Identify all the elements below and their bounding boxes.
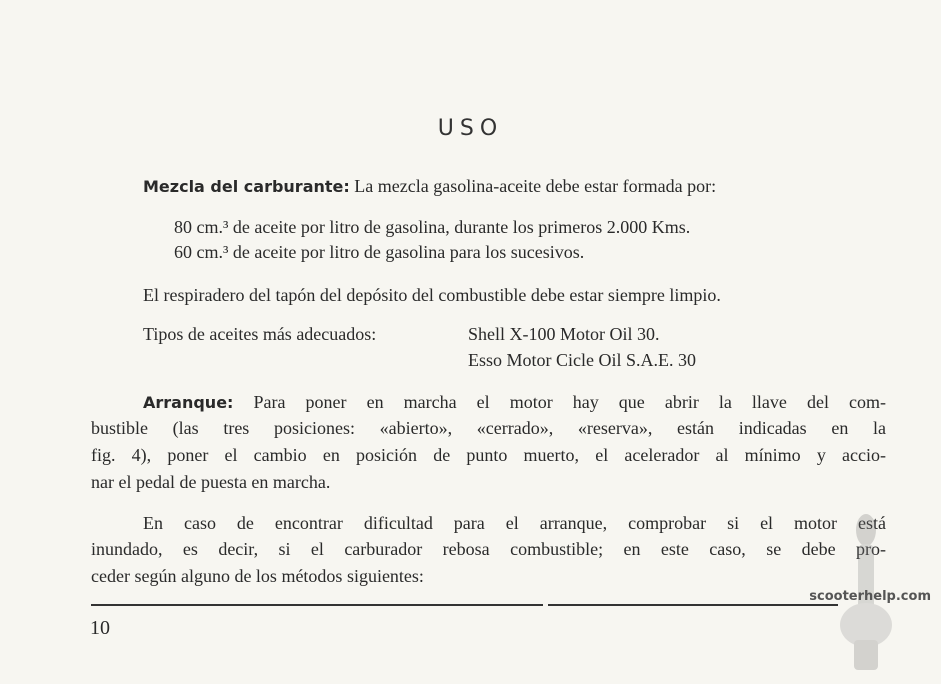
page-title: USO — [437, 116, 504, 141]
arranque-line-2: bustible (las tres posiciones: «abierto», «cerrado», «reserva», están indicadas en la — [91, 418, 886, 438]
watermark-text: scooterhelp.com — [809, 589, 931, 604]
arranque-line-3: fig. 4), poner el cambio en posición de punto muerto, el acelerador al mínimo y accio- — [91, 445, 886, 465]
mezcla-heading: Mezcla del carburante: — [143, 177, 350, 196]
mezcla-line-1: 80 cm.³ de aceite por litro de gasolina, durante los primeros 2.000 Kms. — [174, 217, 691, 237]
aceites-label: Tipos de aceites más adecuados: — [143, 324, 377, 344]
dificultad-line-1: En caso de encontrar dificultad para el arranque, comprobar si el motor está — [143, 513, 886, 533]
arranque-line-1 — [143, 391, 886, 414]
footer-rule-left — [91, 604, 543, 606]
dificultad-line-2: inundado, es decir, si el carburador rebosa combustible; en este caso, se debe pro- — [91, 539, 886, 559]
arranque-text: Para poner en marcha el motor hay que abrir la llave del com- — [233, 392, 886, 412]
dificultad-line-3: ceder según alguno de los métodos siguientes: — [91, 566, 424, 586]
aceites-oil-1: Shell X-100 Motor Oil 30. — [468, 324, 660, 344]
mezcla-text: La mezcla gasolina-aceite debe estar formada por: — [349, 176, 717, 196]
respiradero-paragraph: El respiradero del tapón del depósito del combustible debe estar siempre limpio. — [143, 285, 721, 305]
arranque-heading: Arranque: — [143, 393, 234, 412]
footer-rule-right — [548, 604, 838, 606]
mezcla-paragraph — [143, 175, 716, 198]
mezcla-line-2: 60 cm.³ de aceite por litro de gasolina para los sucesivos. — [174, 242, 585, 262]
page-number: 10 — [90, 617, 110, 639]
arranque-line-4: nar el pedal de puesta en marcha. — [91, 472, 331, 492]
aceites-oil-2: Esso Motor Cicle Oil S.A.E. 30 — [468, 350, 696, 370]
